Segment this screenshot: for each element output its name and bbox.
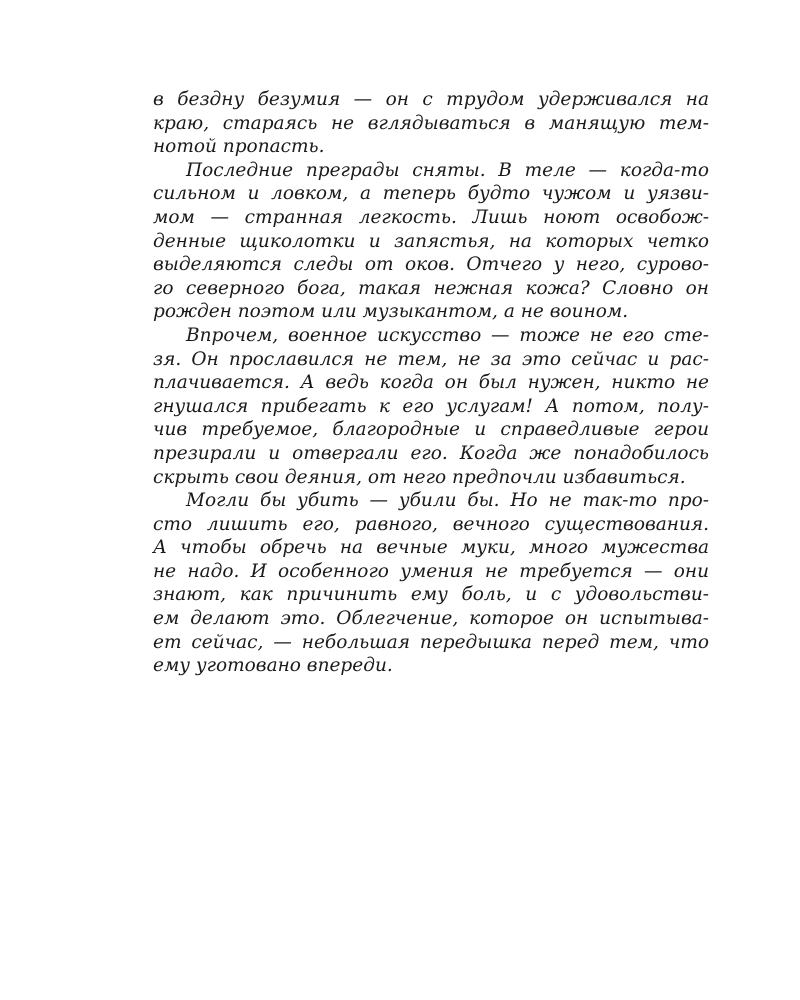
text-line: гнушался прибегать к его услугам! А потом, полу- bbox=[153, 395, 709, 417]
body-text bbox=[153, 88, 709, 678]
text-line: ем делают это. Облегчение, которое он испытыва- bbox=[153, 608, 709, 630]
text-line: ет сейчас, — небольшая передышка перед тем, что bbox=[153, 631, 709, 653]
text-line: Последние преграды сняты. В теле — когда-то bbox=[186, 159, 709, 181]
text-line: знают, как причинить ему боль, и с удовольстви- bbox=[153, 584, 709, 606]
text-line: сильном и ловком, а теперь будто чужом и уязви- bbox=[153, 183, 709, 205]
text-line: ему уготовано впереди. bbox=[153, 655, 393, 677]
text-line: в бездну безумия — он с трудом удерживался на bbox=[153, 89, 709, 110]
text-line: рожден поэтом или музыкантом, а не воином. bbox=[153, 301, 629, 323]
text-line: не надо. И особенного умения не требуется — они bbox=[153, 560, 709, 582]
text-line: денные щиколотки и запястья, на которых четко bbox=[153, 230, 709, 252]
text-line: презирали и отвергали его. Когда же понадобилось bbox=[153, 442, 709, 464]
text-line: го северного бога, такая нежная кожа? Словно он bbox=[153, 277, 709, 299]
text-line: Впрочем, военное искусство — тоже не его сте- bbox=[186, 324, 709, 346]
text-line: сто лишить его, равного, вечного существования. bbox=[153, 513, 709, 535]
text-line: чив требуемое, благородные и справедливые герои bbox=[153, 419, 709, 441]
text-line: нотой пропасть. bbox=[153, 136, 325, 158]
text-line: А чтобы обречь на вечные муки, много мужества bbox=[153, 537, 709, 559]
text-line: плачивается. А ведь когда он был нужен, никто не bbox=[153, 372, 709, 394]
text-line: выделяются следы от оков. Отчего у него, сурово- bbox=[153, 254, 709, 276]
text-line: зя. Он прославился не тем, не за это сейчас и рас- bbox=[153, 348, 709, 370]
text-line: скрыть свои деяния, от него предпочли избавиться. bbox=[153, 466, 686, 488]
text-line: Могли бы убить — убили бы. Но не так-то про- bbox=[186, 490, 709, 512]
text-line: краю, стараясь не вглядываться в манящую тем- bbox=[153, 112, 709, 134]
text-line: мом — странная легкость. Лишь ноют освобож- bbox=[153, 206, 709, 228]
